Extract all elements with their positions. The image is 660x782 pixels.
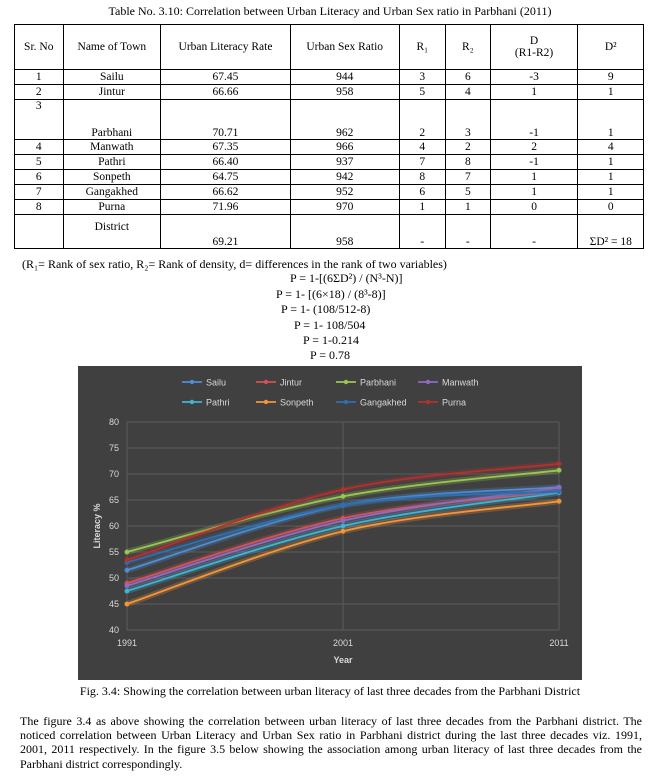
legend-label-sailu: Sailu (206, 377, 227, 388)
district-d-squared: ΣD² = 18 (578, 215, 644, 249)
header-sr-no: Sr. No (15, 25, 64, 70)
legend-marker-jintur (264, 380, 268, 384)
formula-line-2: P = 1- [(6×18) / (8³-8)] (276, 287, 386, 301)
legend-marker-sailu (190, 380, 194, 384)
data-point-purna (557, 462, 562, 467)
cell-r1: 8 (399, 170, 445, 185)
table-row (15, 200, 644, 215)
cell-dsq: 1 (578, 185, 644, 200)
y-tick-label: 70 (108, 469, 119, 479)
table-row (15, 185, 644, 200)
header-d-formula: (R1-R2) (514, 47, 554, 59)
cell-sr: 5 (15, 155, 64, 170)
cell-r1: 7 (399, 155, 445, 170)
literacy-chart (78, 366, 582, 680)
legend-label-jintur: Jintur (280, 377, 303, 388)
district-r1: - (399, 215, 445, 249)
data-point-parbhani (125, 550, 130, 555)
header-r1: R₁ (399, 25, 445, 70)
x-tick-label: 2011 (549, 638, 569, 648)
cell-d: -1 (490, 100, 578, 140)
legend-marker-gangakhed (344, 400, 348, 404)
legend-label-sonpeth: Sonpeth (280, 397, 314, 408)
x-tick-label: 1991 (116, 638, 138, 648)
header-town: Name of Town (63, 25, 161, 70)
district-name: District (63, 215, 161, 249)
header-sex-ratio: Urban Sex Ratio (290, 25, 399, 70)
y-tick-label: 60 (108, 521, 119, 531)
legend-label-manwath: Manwath (442, 377, 479, 388)
cell-town: Purna (63, 200, 161, 215)
header-literacy: Urban Literacy Rate (161, 25, 291, 70)
cell-r2: 5 (446, 185, 491, 200)
cell-d: -1 (490, 155, 578, 170)
cell-r1: 5 (399, 85, 445, 100)
table-body (15, 70, 644, 215)
cell-r2: 2 (446, 140, 491, 155)
header-d (490, 25, 578, 70)
x-tick-label: 2001 (332, 638, 354, 648)
cell-sex: 958 (290, 85, 399, 100)
legend-label-gangakhed: Gangakhed (360, 397, 407, 408)
cell-town: Jintur (63, 85, 161, 100)
figure-caption: Fig. 3.4: Showing the correlation between urban literacy of last three decades from the Parbhani District (79, 684, 581, 698)
y-axis-label: Literacy % (92, 503, 102, 549)
table-row (15, 170, 644, 185)
table-row (15, 100, 644, 140)
cell-r1: 1 (399, 200, 445, 215)
cell-sex: 937 (290, 155, 399, 170)
cell-dsq: 1 (578, 170, 644, 185)
cell-r1: 2 (399, 100, 445, 140)
cell-lit: 67.45 (161, 70, 291, 85)
y-tick-label: 65 (108, 495, 119, 505)
y-tick-label: 55 (108, 547, 119, 557)
y-tick-label: 50 (108, 573, 119, 583)
formula-line-5: P = 1-0.214 (303, 333, 359, 347)
data-point-purna (341, 487, 346, 492)
table-row (15, 70, 644, 85)
table-row-district (15, 215, 644, 249)
cell-lit: 71.96 (161, 200, 291, 215)
legend-marker-sonpeth (264, 400, 268, 404)
legend-label-parbhani: Parbhani (360, 377, 397, 388)
cell-dsq: 1 (578, 100, 644, 140)
data-point-sailu (125, 568, 130, 573)
data-point-purna (125, 558, 130, 563)
cell-r2: 1 (446, 200, 491, 215)
cell-sex: 970 (290, 200, 399, 215)
rank-note: (R₁= Rank of sex ratio, R₂= Rank of density, d= differences in the rank of two variables) (22, 257, 447, 271)
cell-dsq: 0 (578, 200, 644, 215)
cell-town: Gangakhed (63, 185, 161, 200)
table-header-row (15, 25, 644, 70)
cell-town: Parbhani (63, 100, 161, 140)
data-point-manwath (341, 519, 346, 524)
cell-sr: 3 (15, 100, 64, 140)
district-sex-ratio: 958 (290, 215, 399, 249)
cell-dsq: 9 (578, 70, 644, 85)
cell-sex: 942 (290, 170, 399, 185)
cell-r1: 6 (399, 185, 445, 200)
cell-r1: 4 (399, 140, 445, 155)
cell-town: Manwath (63, 140, 161, 155)
legend-label-pathri: Pathri (206, 397, 230, 408)
cell-sex: 952 (290, 185, 399, 200)
cell-r2: 6 (446, 70, 491, 85)
formula-line-6: P = 0.78 (310, 348, 350, 362)
table-row (15, 85, 644, 100)
cell-town: Pathri (63, 155, 161, 170)
cell-r1: 3 (399, 70, 445, 85)
district-d: - (490, 215, 578, 249)
data-point-pathri (341, 524, 346, 529)
cell-sex: 966 (290, 140, 399, 155)
cell-dsq: 4 (578, 140, 644, 155)
header-r2: R₂ (446, 25, 491, 70)
cell-sr: 2 (15, 85, 64, 100)
data-point-gangakhed (341, 503, 346, 508)
cell-sex: 962 (290, 100, 399, 140)
x-axis-label: Year (333, 655, 353, 665)
cell-r2: 8 (446, 155, 491, 170)
cell-d: 0 (490, 200, 578, 215)
cell-d: 1 (490, 170, 578, 185)
data-point-sonpeth (341, 529, 346, 534)
cell-lit: 70.71 (161, 100, 291, 140)
cell-lit: 66.66 (161, 85, 291, 100)
header-d-label: D (529, 35, 539, 47)
cell-sr: 6 (15, 170, 64, 185)
header-d-squared: D² (578, 25, 644, 70)
cell-sr: 1 (15, 70, 64, 85)
cell-sr: 7 (15, 185, 64, 200)
cell-sex: 944 (290, 70, 399, 85)
data-point-sonpeth (557, 499, 562, 504)
cell-town: Sailu (63, 70, 161, 85)
cell-d: 2 (490, 140, 578, 155)
data-point-parbhani (557, 468, 562, 473)
formula-line-3: P = 1- (108/512-8) (281, 302, 371, 316)
formula-line-4: P = 1- 108/504 (294, 318, 366, 332)
y-tick-label: 40 (108, 625, 119, 635)
cell-lit: 66.40 (161, 155, 291, 170)
cell-sr: 8 (15, 200, 64, 215)
cell-lit: 64.75 (161, 170, 291, 185)
cell-dsq: 1 (578, 155, 644, 170)
district-sr (15, 215, 64, 249)
data-point-pathri (125, 589, 130, 594)
cell-town: Sonpeth (63, 170, 161, 185)
legend-marker-pathri (190, 400, 194, 404)
body-paragraph: The figure 3.4 as above showing the correlation between urban literacy of last three decades from the Parbhani district. The noticed correlation between Urban Literacy and Urban Sex ratio in Parbhani district during the last three decades viz. 1991, 2001, 2011 respectively. In the figure 3.5 below showing the association among urban literacy of last three decades from the Parbhani district correspondingly. (20, 714, 642, 771)
y-tick-label: 75 (108, 443, 119, 453)
legend-marker-manwath (426, 380, 430, 384)
table-caption: Table No. 3.10: Correlation between Urban Literacy and Urban Sex ratio in Parbhani (2011) (108, 4, 552, 18)
cell-lit: 67.35 (161, 140, 291, 155)
district-r2: - (446, 215, 491, 249)
district-literacy: 69.21 (161, 215, 291, 249)
data-point-parbhani (341, 494, 346, 499)
correlation-table (14, 24, 644, 249)
cell-d: -3 (490, 70, 578, 85)
cell-r2: 7 (446, 170, 491, 185)
cell-dsq: 1 (578, 85, 644, 100)
cell-d: 1 (490, 85, 578, 100)
cell-r2: 4 (446, 85, 491, 100)
literacy-chart-svg (78, 366, 582, 680)
legend-label-purna: Purna (442, 397, 467, 408)
y-tick-label: 80 (108, 417, 119, 427)
data-point-gangakhed (557, 489, 562, 494)
cell-lit: 66.62 (161, 185, 291, 200)
y-tick-label: 45 (108, 599, 119, 609)
legend-marker-purna (426, 400, 430, 404)
cell-d: 1 (490, 185, 578, 200)
formula-line-1: P = 1-[(6ΣD²) / (N³-N)] (290, 271, 403, 285)
cell-r2: 3 (446, 100, 491, 140)
table-row (15, 155, 644, 170)
cell-sr: 4 (15, 140, 64, 155)
table-row (15, 140, 644, 155)
data-point-sonpeth (125, 602, 130, 607)
legend-marker-parbhani (344, 380, 348, 384)
